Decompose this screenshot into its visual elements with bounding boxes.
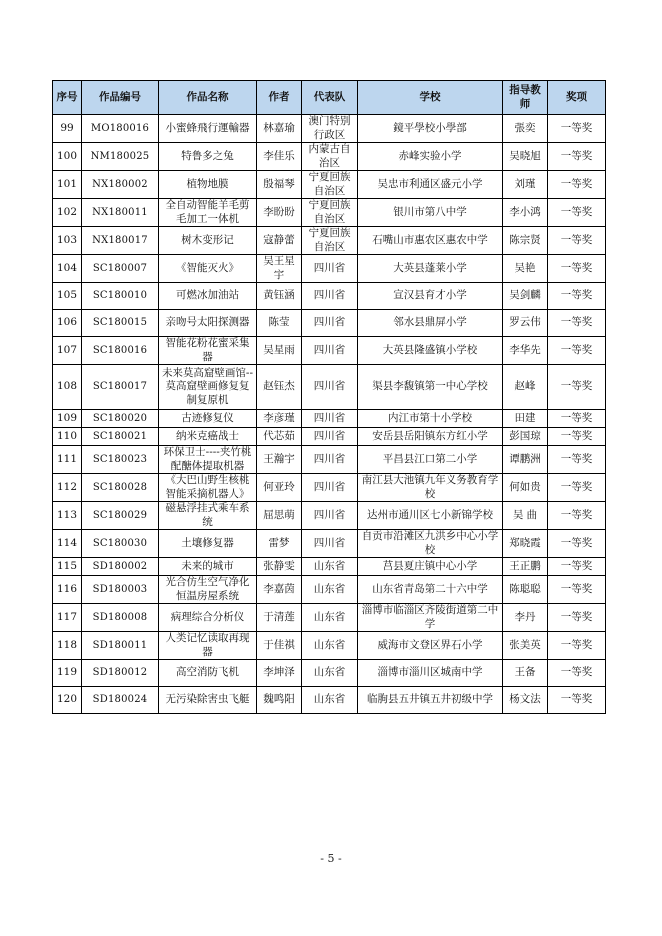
cell-code: SC180021 [82, 428, 159, 446]
cell-school: 银川市第八中学 [358, 199, 503, 227]
cell-title: 亲吻号太阳探测器 [159, 310, 257, 337]
cell-code: NM180025 [82, 143, 159, 171]
cell-author: 雷梦 [257, 530, 302, 558]
cell-code: SD180003 [82, 576, 159, 604]
cell-teacher: 郑晓霞 [503, 530, 548, 558]
cell-author: 吴王星宇 [257, 255, 302, 283]
cell-award: 一等奖 [548, 115, 606, 143]
cell-school: 山东省青岛第二十六中学 [358, 576, 503, 604]
cell-title: 植物地膜 [159, 171, 257, 199]
cell-award: 一等奖 [548, 502, 606, 530]
cell-title: 病理综合分析仪 [159, 604, 257, 632]
cell-code: NX180011 [82, 199, 159, 227]
table-row [53, 410, 606, 428]
table-row [53, 337, 606, 365]
table-row [53, 474, 606, 502]
cell-no: 104 [53, 255, 82, 283]
cell-title: 《智能灭火》 [159, 255, 257, 283]
cell-teacher: 陈宗贤 [503, 227, 548, 255]
cell-school: 大英县隆盛镇小学校 [358, 337, 503, 365]
table-row [53, 199, 606, 227]
cell-award: 一等奖 [548, 576, 606, 604]
cell-author: 张静雯 [257, 558, 302, 576]
table-body [53, 115, 606, 714]
cell-title: 古迹修复仪 [159, 410, 257, 428]
cell-no: 115 [53, 558, 82, 576]
cell-team: 内蒙古自治区 [302, 143, 358, 171]
cell-school: 威海市文登区界石小学 [358, 632, 503, 660]
cell-award: 一等奖 [548, 687, 606, 714]
cell-teacher: 赵峰 [503, 365, 548, 410]
awards-table-container [52, 80, 605, 714]
page-number: - 5 - [320, 852, 342, 865]
cell-team: 四川省 [302, 337, 358, 365]
cell-team: 澳门特别行政区 [302, 115, 358, 143]
cell-code: SC180030 [82, 530, 159, 558]
header-title: 作品名称 [159, 81, 257, 115]
cell-teacher: 吴艳 [503, 255, 548, 283]
cell-no: 106 [53, 310, 82, 337]
cell-teacher: 杨文法 [503, 687, 548, 714]
table-row [53, 115, 606, 143]
cell-no: 120 [53, 687, 82, 714]
cell-title: 无污染除害虫飞艇 [159, 687, 257, 714]
cell-no: 111 [53, 446, 82, 474]
cell-author: 赵钰杰 [257, 365, 302, 410]
cell-author: 李坤泽 [257, 660, 302, 687]
cell-title: 小蜜蜂飛行運輸器 [159, 115, 257, 143]
table-row [53, 502, 606, 530]
cell-no: 117 [53, 604, 82, 632]
cell-team: 山东省 [302, 632, 358, 660]
cell-teacher: 張奕 [503, 115, 548, 143]
cell-award: 一等奖 [548, 558, 606, 576]
cell-author: 林嘉瑜 [257, 115, 302, 143]
cell-no: 114 [53, 530, 82, 558]
cell-school: 石嘴山市惠农区惠农中学 [358, 227, 503, 255]
cell-team: 山东省 [302, 660, 358, 687]
table-row [53, 576, 606, 604]
cell-team: 四川省 [302, 446, 358, 474]
cell-team: 四川省 [302, 410, 358, 428]
table-row [53, 660, 606, 687]
table-row [53, 310, 606, 337]
cell-no: 103 [53, 227, 82, 255]
cell-teacher: 罗云伟 [503, 310, 548, 337]
table-row [53, 604, 606, 632]
cell-author: 王瀚宇 [257, 446, 302, 474]
table-row [53, 255, 606, 283]
table-row [53, 171, 606, 199]
cell-teacher: 吴剑麟 [503, 283, 548, 310]
cell-title: 磁悬浮挂式乘车系统 [159, 502, 257, 530]
cell-award: 一等奖 [548, 474, 606, 502]
cell-no: 100 [53, 143, 82, 171]
cell-team: 四川省 [302, 502, 358, 530]
cell-author: 李嘉茵 [257, 576, 302, 604]
cell-team: 四川省 [302, 428, 358, 446]
cell-title: 《大巴山野生核桃智能采摘机器人》 [159, 474, 257, 502]
cell-title: 树木变形记 [159, 227, 257, 255]
cell-title: 可燃冰加油站 [159, 283, 257, 310]
cell-teacher: 彭国琼 [503, 428, 548, 446]
cell-author: 李佳乐 [257, 143, 302, 171]
cell-code: SC180020 [82, 410, 159, 428]
cell-award: 一等奖 [548, 446, 606, 474]
cell-school: 赤峰实验小学 [358, 143, 503, 171]
cell-author: 李盼盼 [257, 199, 302, 227]
cell-team: 宁夏回族自治区 [302, 199, 358, 227]
cell-award: 一等奖 [548, 199, 606, 227]
cell-no: 108 [53, 365, 82, 410]
cell-team: 四川省 [302, 255, 358, 283]
cell-team: 四川省 [302, 474, 358, 502]
cell-no: 116 [53, 576, 82, 604]
cell-team: 四川省 [302, 310, 358, 337]
cell-team: 四川省 [302, 365, 358, 410]
cell-award: 一等奖 [548, 255, 606, 283]
cell-title: 全自动智能羊毛剪毛加工一体机 [159, 199, 257, 227]
cell-code: SC180017 [82, 365, 159, 410]
cell-team: 山东省 [302, 558, 358, 576]
cell-no: 110 [53, 428, 82, 446]
cell-teacher: 李丹 [503, 604, 548, 632]
cell-code: SC180010 [82, 283, 159, 310]
cell-school: 大英县蓬莱小学 [358, 255, 503, 283]
cell-no: 107 [53, 337, 82, 365]
cell-no: 101 [53, 171, 82, 199]
cell-teacher: 谭鹏洲 [503, 446, 548, 474]
cell-code: NX180002 [82, 171, 159, 199]
table-row [53, 446, 606, 474]
cell-teacher: 田建 [503, 410, 548, 428]
header-award: 奖项 [548, 81, 606, 115]
cell-award: 一等奖 [548, 365, 606, 410]
cell-title: 未来莫高窟壁画馆--莫高窟壁画修复复制复原机 [159, 365, 257, 410]
cell-school: 自贡市沿滩区九洪乡中心小学校 [358, 530, 503, 558]
cell-title: 智能花粉花蜜采集器 [159, 337, 257, 365]
cell-school: 渠县李馥镇第一中心学校 [358, 365, 503, 410]
header-code: 作品编号 [82, 81, 159, 115]
cell-award: 一等奖 [548, 660, 606, 687]
cell-team: 山东省 [302, 604, 358, 632]
cell-author: 吴星雨 [257, 337, 302, 365]
cell-title: 环保卫士----夹竹桃配醣体提取机器 [159, 446, 257, 474]
cell-teacher: 吴晓旭 [503, 143, 548, 171]
cell-code: SD180011 [82, 632, 159, 660]
cell-team: 宁夏回族自治区 [302, 171, 358, 199]
cell-code: SC180028 [82, 474, 159, 502]
cell-code: SD180008 [82, 604, 159, 632]
cell-no: 113 [53, 502, 82, 530]
cell-award: 一等奖 [548, 227, 606, 255]
cell-teacher: 陈聪聪 [503, 576, 548, 604]
cell-author: 陈莹 [257, 310, 302, 337]
cell-award: 一等奖 [548, 310, 606, 337]
cell-award: 一等奖 [548, 530, 606, 558]
cell-title: 土壤修复器 [159, 530, 257, 558]
cell-code: SD180024 [82, 687, 159, 714]
cell-teacher: 吴 曲 [503, 502, 548, 530]
cell-team: 四川省 [302, 530, 358, 558]
cell-code: SD180002 [82, 558, 159, 576]
cell-award: 一等奖 [548, 410, 606, 428]
header-team: 代表队 [302, 81, 358, 115]
cell-school: 莒县夏庄镇中心小学 [358, 558, 503, 576]
cell-no: 118 [53, 632, 82, 660]
cell-team: 山东省 [302, 687, 358, 714]
cell-code: MO180016 [82, 115, 159, 143]
cell-school: 鏡平學校小學部 [358, 115, 503, 143]
table-row [53, 227, 606, 255]
cell-school: 内江市第十小学校 [358, 410, 503, 428]
cell-author: 代芯茹 [257, 428, 302, 446]
cell-author: 何亚玲 [257, 474, 302, 502]
cell-title: 特鲁多之兔 [159, 143, 257, 171]
table-row [53, 530, 606, 558]
cell-code: SC180007 [82, 255, 159, 283]
cell-no: 102 [53, 199, 82, 227]
cell-no: 112 [53, 474, 82, 502]
cell-school: 达州市通川区七小新锦学校 [358, 502, 503, 530]
cell-teacher: 李小鸿 [503, 199, 548, 227]
cell-code: SD180012 [82, 660, 159, 687]
cell-author: 于清莲 [257, 604, 302, 632]
cell-author: 魏鸣阳 [257, 687, 302, 714]
cell-code: SC180015 [82, 310, 159, 337]
cell-award: 一等奖 [548, 171, 606, 199]
cell-teacher: 张美英 [503, 632, 548, 660]
cell-school: 临朐县五井镇五井初级中学 [358, 687, 503, 714]
cell-school: 南江县大池镇九年义务教育学校 [358, 474, 503, 502]
cell-title: 高空消防飞机 [159, 660, 257, 687]
table-row [53, 428, 606, 446]
awards-table [52, 80, 606, 714]
cell-no: 105 [53, 283, 82, 310]
cell-code: SC180023 [82, 446, 159, 474]
cell-code: SC180016 [82, 337, 159, 365]
header-author: 作者 [257, 81, 302, 115]
cell-award: 一等奖 [548, 604, 606, 632]
cell-author: 黄钰涵 [257, 283, 302, 310]
cell-award: 一等奖 [548, 143, 606, 171]
cell-author: 屈思萌 [257, 502, 302, 530]
cell-award: 一等奖 [548, 632, 606, 660]
cell-title: 未来的城市 [159, 558, 257, 576]
table-row [53, 632, 606, 660]
cell-author: 于佳祺 [257, 632, 302, 660]
cell-no: 99 [53, 115, 82, 143]
table-row [53, 687, 606, 714]
header-teacher: 指导教师 [503, 81, 548, 115]
cell-award: 一等奖 [548, 428, 606, 446]
cell-title: 纳米克癌战士 [159, 428, 257, 446]
cell-author: 李彦瑾 [257, 410, 302, 428]
cell-school: 淄博市淄川区城南中学 [358, 660, 503, 687]
cell-team: 山东省 [302, 576, 358, 604]
cell-school: 安岳县岳阳镇东方红小学 [358, 428, 503, 446]
cell-teacher: 何如贵 [503, 474, 548, 502]
table-header-row [53, 81, 606, 115]
cell-teacher: 刘瑾 [503, 171, 548, 199]
cell-award: 一等奖 [548, 283, 606, 310]
table-row [53, 283, 606, 310]
cell-author: 寇静蕾 [257, 227, 302, 255]
cell-title: 光合仿生空气净化恒温房屋系统 [159, 576, 257, 604]
cell-school: 淄博市临淄区齐陵街道第二中学 [358, 604, 503, 632]
cell-teacher: 王备 [503, 660, 548, 687]
cell-code: NX180017 [82, 227, 159, 255]
table-row [53, 558, 606, 576]
cell-award: 一等奖 [548, 337, 606, 365]
cell-teacher: 王正鹏 [503, 558, 548, 576]
cell-team: 四川省 [302, 283, 358, 310]
cell-school: 平昌县江口第二小学 [358, 446, 503, 474]
table-row [53, 143, 606, 171]
cell-no: 119 [53, 660, 82, 687]
cell-school: 邻水县鼎屏小学 [358, 310, 503, 337]
cell-no: 109 [53, 410, 82, 428]
header-school: 学校 [358, 81, 503, 115]
cell-author: 殷福琴 [257, 171, 302, 199]
cell-code: SC180029 [82, 502, 159, 530]
cell-school: 宣汉县育才小学 [358, 283, 503, 310]
cell-teacher: 李华先 [503, 337, 548, 365]
cell-title: 人类记忆读取再现器 [159, 632, 257, 660]
cell-team: 宁夏回族自治区 [302, 227, 358, 255]
header-no: 序号 [53, 81, 82, 115]
cell-school: 吴忠市利通区盛元小学 [358, 171, 503, 199]
table-row [53, 365, 606, 410]
